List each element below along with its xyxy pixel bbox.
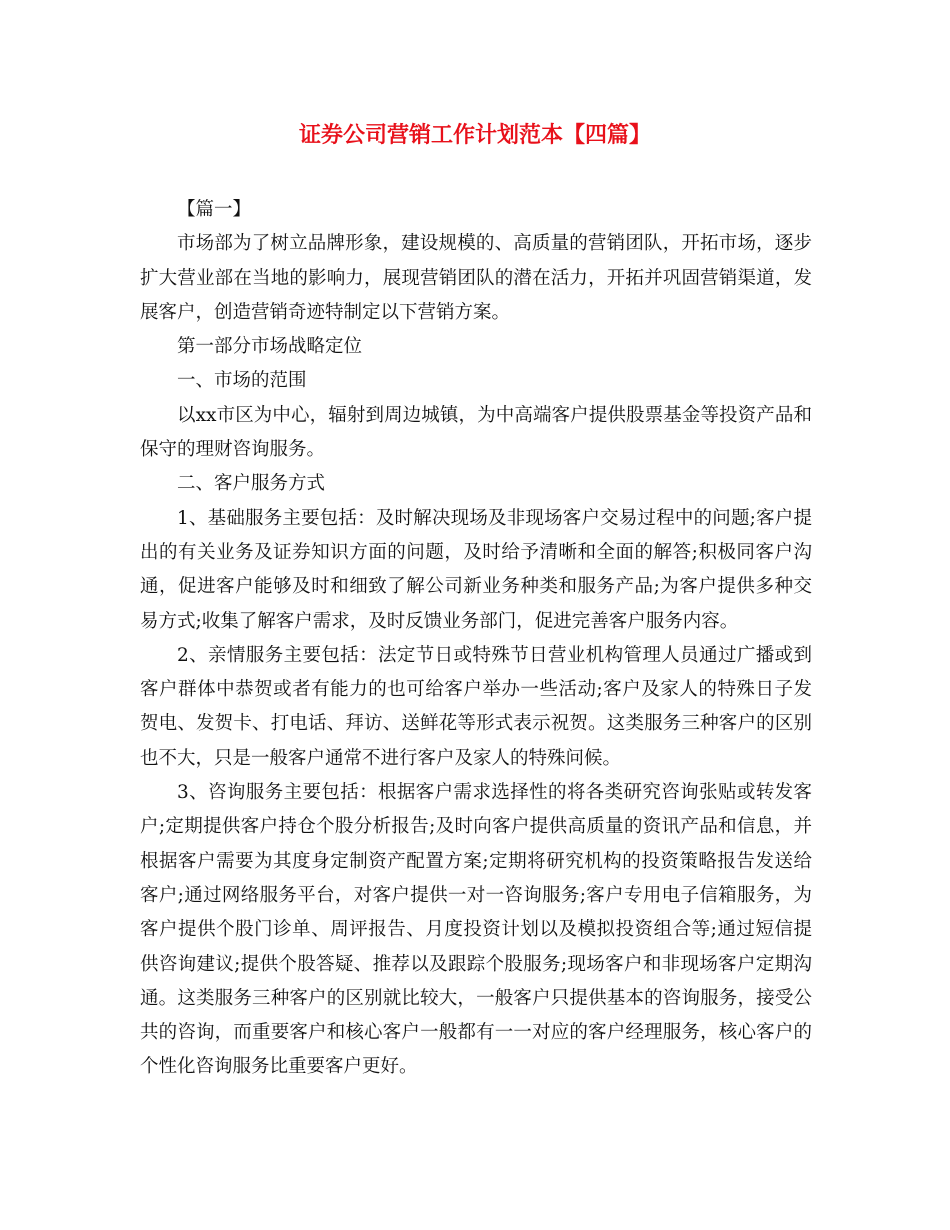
section-heading-part-one: 【篇一】: [177, 199, 252, 220]
section-heading-market-strategy: 第一部分市场战略定位: [177, 336, 363, 358]
paragraph-basic-service: 1、基础服务主要包括：及时解决现场及非现场客户交易过程中的问题;客户提出的有关业务及证券知识方面的问题，及时给予清晰和全面的解答;积极同客户沟通，促进客户能够及时和细致了解公司新业务种类和服务产品;为客户提供多种交易方式;收集了解客户需求，及时反馈业务部门，促进完善客户服务内容。: [140, 507, 812, 632]
paragraph-personal-service: 2、亲情服务主要包括：法定节日或特殊节日营业机构管理人员通过广播或到客户群体中恭贺或者有能力的也可给客户举办一些活动;客户及家人的特殊日子发贺电、发贺卡、打电话、拜访、送鲜花等形式表示祝贺。这类服务三种客户的区别也不大，只是一般客户通常不进行客户及家人的特殊问候。: [140, 644, 812, 769]
paragraph-consulting-service: 3、咨询服务主要包括：根据客户需求选择性的将各类研究咨询张贴或转发客户;定期提供客户持仓个股分析报告;及时向客户提供高质量的资讯产品和信息，并根据客户需要为其度身定制资产配置方案;定期将研究机构的投资策略报告发送给客户;通过网络服务平台，对客户提供一对一咨询服务;客户专用电子信箱服务，为客户提供个股门诊单、周评报告、月度投资计划以及模拟投资组合等;通过短信提供咨询建议;提供个股答疑、推荐以及跟踪个股服务;现场客户和非现场客户定期沟通。这类服务三种客户的区别就比较大，一般客户只提供基本的咨询服务，接受公共的咨询，而重要客户和核心客户一般都有一一对应的客户经理服务，核心客户的个性化咨询服务比重要客户更好。: [140, 782, 812, 1078]
document-body: [140, 193, 812, 1085]
paragraph-intro: 市场部为了树立品牌形象，建设规模的、高质量的营销团队，开拓市场，逐步扩大营业部在当地的影响力，展现营销团队的潜在活力，开拓并巩固营销渠道，发展客户，创造营销奇迹特制定以下营销方案。: [140, 233, 812, 323]
document-title: 证券公司营销工作计划范本【四篇】: [298, 122, 651, 148]
subheading-market-scope: 一、市场的范围: [177, 370, 307, 392]
subheading-customer-service: 二、客户服务方式: [177, 473, 326, 495]
paragraph-market-scope: 以xx市区为中心，辐射到周边城镇，为中高端客户提供股票基金等投资产品和保守的理财咨询服务。: [140, 404, 812, 461]
